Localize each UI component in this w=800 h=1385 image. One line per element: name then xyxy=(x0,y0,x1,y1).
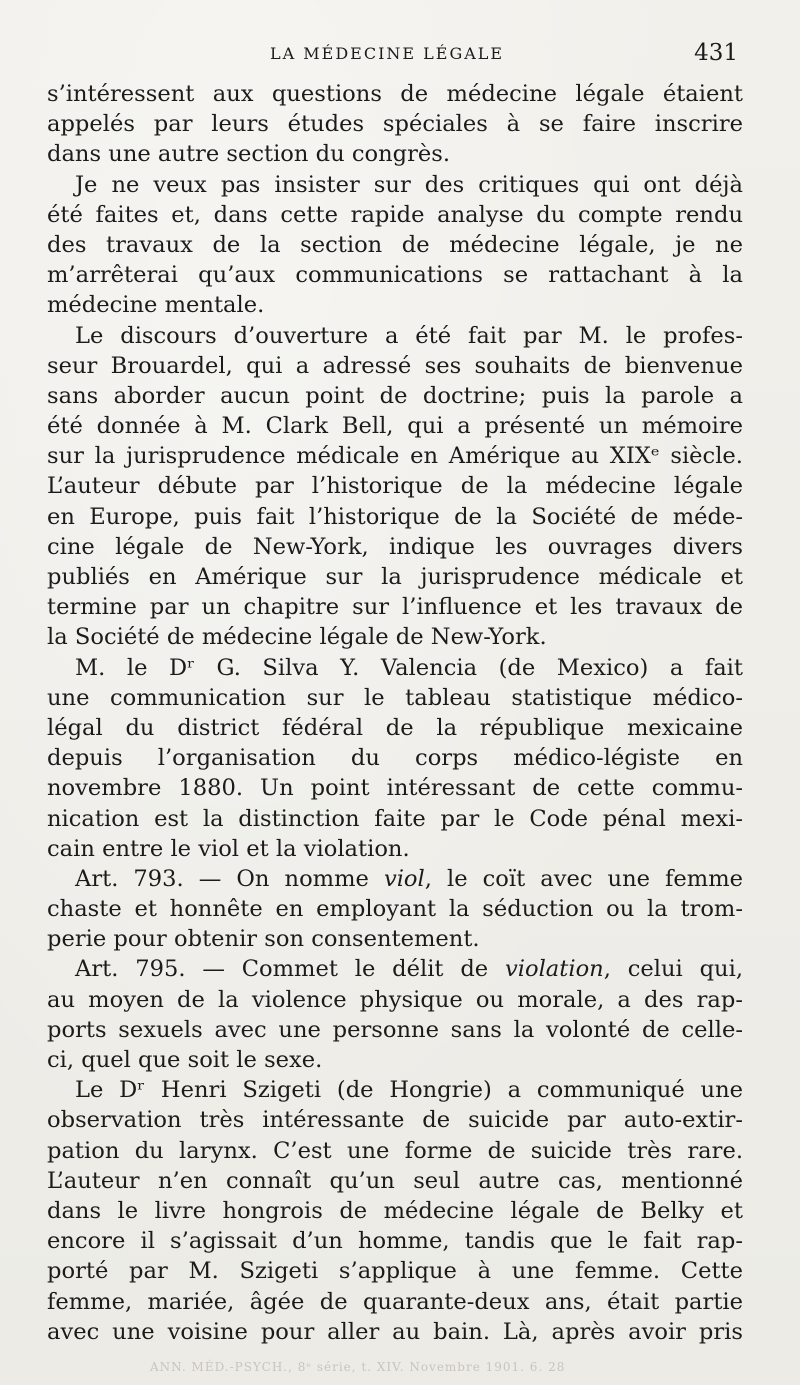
text-line: légal du district fédéral de la république mexicaine xyxy=(47,714,743,741)
text-line: seur Brouardel, qui a adressé ses souhaits de bienvenue xyxy=(47,352,743,379)
text-line: L’auteur débute par l’historique de la médecine légale xyxy=(47,473,743,500)
text-line: s’intéressent aux questions de médecine légale étaient xyxy=(47,81,743,107)
text-line: été faites et, dans cette rapide analyse du compte rendu xyxy=(47,201,743,228)
text-line: m’arrêterai qu’aux communications se rattachant à la xyxy=(47,262,743,289)
text-line: Art. 795. — Commet le délit de violation, celui qui, xyxy=(75,956,743,983)
text-line: Le discours d’ouverture a été fait par M. le profes- xyxy=(75,322,743,349)
text-line: encore il s’agissait d’un homme, tandis que le fait rap- xyxy=(47,1228,743,1255)
body-text xyxy=(47,79,743,1347)
text-line: médecine mentale. xyxy=(47,292,265,319)
text-line: dans une autre section du congrès. xyxy=(47,141,451,168)
text-line: cine légale de New-York, indique les ouvrages divers xyxy=(47,533,743,560)
text-line: Art. 793. — On nomme viol, le coït avec une femme xyxy=(75,865,743,892)
text-line: perie pour obtenir son consentement. xyxy=(47,926,480,953)
text-line: observation très intéressante de suicide par auto-extir- xyxy=(47,1107,743,1134)
text-line: publiés en Amérique sur la jurisprudence médicale et xyxy=(47,564,743,590)
text-line: porté par M. Szigeti s’applique à une femme. Cette xyxy=(47,1258,743,1285)
text-line: une communication sur le tableau statistique médico- xyxy=(47,684,743,711)
text-line: Je ne veux pas insister sur des critiques qui ont déjà xyxy=(75,171,743,198)
footer-signature: ANN. MÉD.-PSYCH., 8ᵉ série, t. XIV. Novembre 1901. 6. 28 xyxy=(150,1360,566,1374)
text-line: femme, mariée, âgée de quarante-deux ans, était partie xyxy=(47,1288,743,1315)
text-line: sur la jurisprudence médicale en Amérique au XIXᵉ siècle. xyxy=(47,443,743,470)
text-line: ci, quel que soit le sexe. xyxy=(47,1047,323,1073)
text-line: L’auteur n’en connaît qu’un seul autre cas, mentionné xyxy=(47,1167,743,1194)
text-line: nication est la distinction faite par le Code pénal mexi- xyxy=(47,805,743,832)
text-line: termine par un chapitre sur l’influence et les travaux de xyxy=(47,594,743,621)
text-line: dans le livre hongrois de médecine légale de Belky et xyxy=(47,1197,743,1224)
text-line: M. le Dʳ G. Silva Y. Valencia (de Mexico) a fait xyxy=(75,654,743,681)
text-line: la Société de médecine légale de New-York. xyxy=(47,624,547,651)
page-number: 431 xyxy=(694,40,738,66)
text-line: en Europe, puis fait l’historique de la Société de méde- xyxy=(47,503,743,530)
text-line: novembre 1880. Un point intéressant de cette commu- xyxy=(47,775,743,802)
running-head xyxy=(48,40,738,68)
text-line: cain entre le viol et la violation. xyxy=(47,835,410,862)
text-line: appelés par leurs études spéciales à se faire inscrire xyxy=(47,111,743,138)
text-line: pation du larynx. C’est une forme de suicide très rare. xyxy=(47,1137,743,1164)
text-line: sans aborder aucun point de doctrine; puis la parole a xyxy=(47,382,743,409)
text-line: des travaux de la section de médecine légale, je ne xyxy=(47,231,743,258)
running-title: LA MÉDECINE LÉGALE xyxy=(270,44,505,63)
text-line: avec une voisine pour aller au bain. Là, après avoir pris xyxy=(47,1318,743,1345)
text-line: chaste et honnête en employant la séduction ou la trom- xyxy=(47,896,743,923)
text-line: au moyen de la violence physique ou morale, a des rap- xyxy=(47,986,743,1013)
text-line: ports sexuels avec une personne sans la volonté de celle- xyxy=(47,1016,743,1043)
text-line: depuis l’organisation du corps médico-légiste en xyxy=(47,745,743,772)
text-line: Le Dʳ Henri Szigeti (de Hongrie) a communiqué une xyxy=(75,1077,743,1104)
text-line: été donnée à M. Clark Bell, qui a présenté un mémoire xyxy=(47,413,743,440)
